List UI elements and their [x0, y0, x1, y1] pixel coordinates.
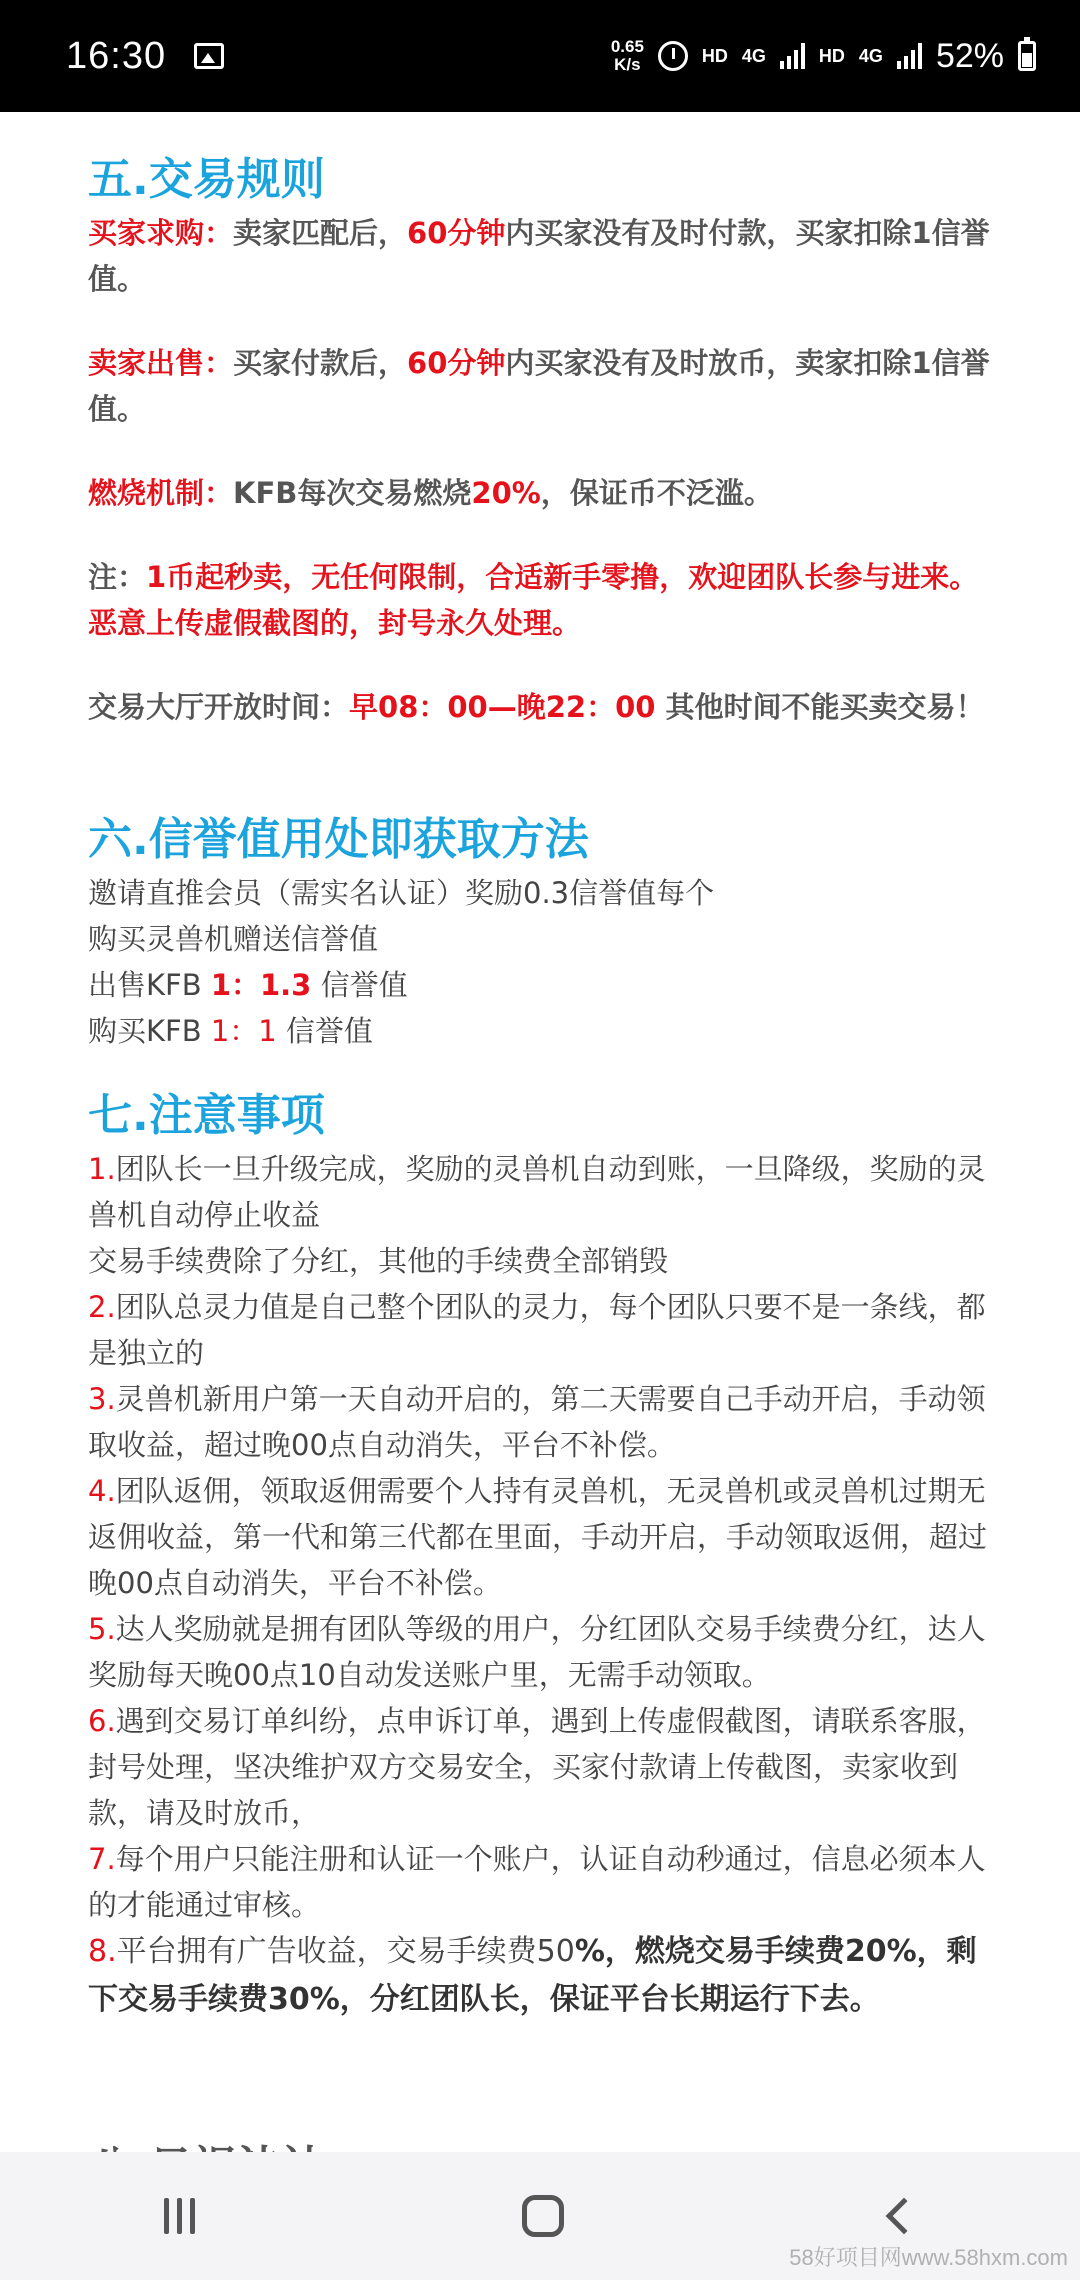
list-item-number: 1. — [88, 1152, 116, 1186]
rule-burn — [88, 470, 998, 516]
rule-seller-text2: 内买家没有及时放币，卖家扣除1信誉值。 — [88, 346, 990, 426]
network-speed — [611, 38, 644, 74]
rule-burn-label: 燃烧机制： — [88, 476, 234, 510]
rule-hours-time: 早08：00—晚22：00 — [349, 690, 656, 724]
rule-buyer-text2: 内买家没有及时付款，买家扣除1信誉值。 — [88, 216, 990, 296]
rule-burn-text2: ，保证币不泛滥。 — [540, 476, 773, 510]
reputation-line-3-ratio: 1：1.3 — [210, 968, 312, 1002]
rule-hours-label: 交易大厅开放时间： — [88, 690, 350, 724]
reputation-line-4-a: 购买KFB — [88, 1014, 211, 1048]
alarm-icon — [658, 41, 688, 71]
recents-button[interactable] — [164, 2198, 195, 2234]
list-item — [88, 1284, 998, 1376]
list-item — [88, 1376, 998, 1468]
reputation-line-2: 购买灵兽机赠送信誉值 — [88, 922, 379, 956]
rule-buyer — [88, 210, 998, 302]
rule-seller-time: 60分钟 — [407, 346, 506, 380]
reputation-line-3 — [88, 962, 998, 1008]
list-item-number: 2. — [88, 1290, 116, 1324]
reputation-line-3-a: 出售KFB — [88, 968, 211, 1002]
section-title-notes: 七.注意事项 — [88, 1090, 325, 1141]
network-type-1: 4G — [741, 45, 766, 66]
signal-icon-2 — [897, 43, 922, 69]
list-item — [88, 1698, 998, 1836]
rule-seller-label: 卖家出售： — [88, 346, 234, 380]
list-item-text: 灵兽机新用户第一天自动开启的，第二天需要自己手动开启，手动领取收益，超过晚00点自动消失，平台不补偿。 — [88, 1382, 986, 1462]
reputation-line-1: 邀请直推会员（需实名认证）奖励0.3信誉值每个 — [88, 876, 715, 910]
section-title-reputation: 六.信誉值用处即获取方法 — [88, 814, 589, 865]
article-content — [88, 150, 998, 2024]
list-item-text: 遇到交易订单纠纷，点申诉订单，遇到上传虚假截图，请联系客服，封号处理，坚决维护双方交易安全，买家付款请上传截图，卖家收到款，请及时放币， — [88, 1704, 986, 1830]
list-item-number: 8. — [88, 1934, 117, 1969]
network-speed-unit: K/s — [614, 55, 641, 74]
list-item-text: 每个用户只能注册和认证一个账户，认证自动秒通过，信息必须本人的才能通过审核。 — [88, 1842, 986, 1922]
list-item-text: 交易手续费除了分红，其他的手续费全部销毁 — [88, 1244, 669, 1278]
hd-indicator-1: HD — [701, 45, 728, 66]
back-button[interactable] — [885, 2198, 922, 2235]
list-item-text: 达人奖励就是拥有团队等级的用户，分红团队交易手续费分红，达人奖励每天晚00点10自动发送账户里，无需手动领取。 — [88, 1612, 986, 1692]
list-item-text: 平台拥有广告收益，交易手续费50 — [116, 1934, 575, 1969]
list-item-number: 6. — [88, 1704, 116, 1738]
rule-seller — [88, 340, 998, 432]
rule-buyer-label: 买家求购： — [88, 216, 234, 250]
list-item-number: 4. — [88, 1474, 116, 1508]
rule-note-label: 注： — [88, 560, 147, 594]
status-time: 16:30 — [66, 34, 167, 77]
network-speed-value: 0.65 — [610, 37, 644, 56]
rule-note-text: 1币起秒卖，无任何限制，合适新手零撸，欢迎团队长参与进来。恶意上传虚假截图的，封号永久处理。 — [88, 560, 979, 640]
home-button[interactable] — [522, 2195, 564, 2237]
status-bar — [0, 0, 1080, 112]
image-icon — [194, 43, 224, 69]
list-item-number: 3. — [88, 1382, 116, 1416]
reputation-line-4 — [88, 1008, 998, 1054]
list-item-text: 团队总灵力值是自己整个团队的灵力，每个团队只要不是一条线，都是独立的 — [88, 1290, 986, 1370]
rule-burn-text1: KFB每次交易燃烧 — [233, 476, 472, 510]
list-item-text: 团队长一旦升级完成，奖励的灵兽机自动到账，一旦降级，奖励的灵兽机自动停止收益 — [88, 1152, 986, 1232]
list-item — [88, 1238, 998, 1284]
rule-hours — [88, 684, 998, 730]
section-title-trade-rules: 五.交易规则 — [88, 154, 325, 205]
watermark: 58好项目网www.58hxm.com — [789, 2245, 1068, 2270]
list-item — [88, 1928, 998, 2024]
rule-burn-percent: 20% — [471, 476, 541, 510]
reputation-line-4-b: 信誉值 — [276, 1014, 373, 1048]
list-item — [88, 1836, 998, 1928]
list-item-number: 7. — [88, 1842, 116, 1876]
list-item — [88, 1606, 998, 1698]
rule-note — [88, 554, 998, 646]
status-icons — [611, 37, 1036, 76]
reputation-line-3-b: 信誉值 — [311, 968, 408, 1002]
rule-seller-text1: 买家付款后， — [233, 346, 408, 380]
rule-buyer-text1: 卖家匹配后， — [233, 216, 408, 250]
hd-indicator-2: HD — [818, 45, 845, 66]
rule-hours-text2: 其他时间不能买卖交易！ — [655, 690, 985, 724]
list-item-text: 团队返佣，领取返佣需要个人持有灵兽机，无灵兽机或灵兽机过期无返佣收益，第一代和第三代都在里面，手动开启，手动领取返佣，超过晚00点自动消失，平台不补偿。 — [88, 1474, 988, 1600]
list-item-text-bold: %，燃烧交易手续费20%，剩下交易手续费30%，分红团队长，保证平台长期运行下去。 — [88, 1934, 977, 2017]
notes-list — [88, 1146, 998, 2024]
rule-buyer-time: 60分钟 — [407, 216, 506, 250]
battery-percentage: 52% — [935, 36, 1004, 75]
list-item — [88, 1146, 998, 1238]
network-type-2: 4G — [858, 45, 883, 66]
signal-icon — [780, 43, 805, 69]
list-item-number: 5. — [88, 1612, 116, 1646]
battery-icon — [1018, 41, 1036, 71]
list-item — [88, 1468, 998, 1606]
reputation-line-4-ratio: 1：1 — [210, 1014, 277, 1048]
